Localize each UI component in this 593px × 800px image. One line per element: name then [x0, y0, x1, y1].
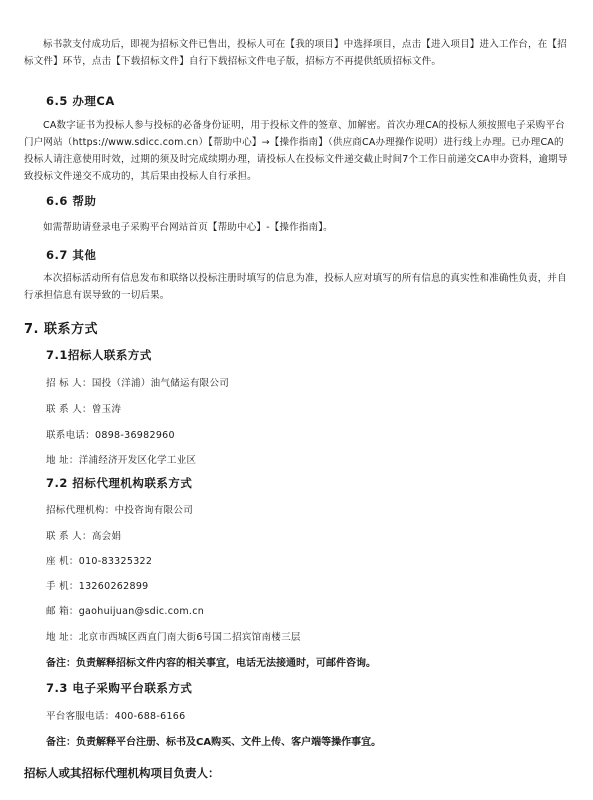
section-7-heading: 7. 联系方式 [24, 322, 99, 337]
section-6-5-heading: 6.5 办理CA [46, 94, 115, 108]
section-6-7-text: 本次招标活动所有信息发布和联络以投标注册时填写的信息为准，投标人应对填写的所有信息的真实性和准确性负责，并自行承担信息有误导致的一切后果。 [24, 273, 567, 301]
agency-note: 备注：负责解释招标文件内容的相关事宜，电话无法接通时，可邮件咨询。 [46, 658, 376, 669]
agency-mobile: 手 机：13260262899 [46, 581, 149, 592]
tenderer-contact: 联 系 人：曾玉涛 [46, 404, 122, 415]
intro-paragraph: 标书款支付成功后，即视为招标文件已售出，投标人可在【我的项目】中选择项目，点击【进入项目】进入工作台，在【招标文件】环节，点击【下载招标文件】自行下载招标文件电子版，招标方不再提供纸质招标文件。 [24, 39, 567, 67]
section-6-6-text: 如需帮助请登录电子采购平台网站首页【帮助中心】-【操作指南】。 [43, 222, 333, 233]
section-7-2-heading: 7.2 招标代理机构联系方式 [46, 476, 193, 490]
tenderer-name: 招 标 人：国投（洋浦）油气储运有限公司 [46, 378, 230, 389]
section-7-1-heading: 7.1招标人联系方式 [46, 348, 152, 362]
agency-address: 地 址：北京市西城区西直门南大街6号国二招宾馆南楼三层 [46, 632, 301, 643]
agency-name: 招标代理机构：中投咨询有限公司 [46, 505, 194, 516]
tenderer-address: 地 址：洋浦经济开发区化学工业区 [46, 455, 197, 466]
tenderer-phone: 联系电话：0898-36982960 [46, 430, 175, 441]
platform-note: 备注：负责解释平台注册、标书及CA购买、文件上传、客户端等操作事宜。 [46, 737, 382, 748]
section-6-5-text: CA数字证书为投标人参与投标的必备身份证明，用于投标文件的签章、加解密。首次办理CA的投标人须按照电子采购平台门户网站（https://www.sdicc.com.cn）【帮助中心】→【操作指南】（供应商CA办理操作说明）进行线上办理。已办理CA的投标人请注意使用时效，过期的须及时完成续期办理，请投标人在投标文件递交截止时间7个工作日前递交CA申办资料，逾期导致投标文件递交不成功的，其后果由投标人自行承担。 [24, 120, 568, 182]
section-6-7-heading: 6.7 其他 [46, 248, 97, 262]
agency-landline: 座 机：010-83325322 [46, 556, 153, 567]
section-7-3-heading: 7.3 电子采购平台联系方式 [46, 681, 193, 695]
agency-contact: 联 系 人：高会娟 [46, 531, 122, 542]
agency-email: 邮 箱：gaohuijuan@sdic.com.cn [46, 606, 205, 617]
platform-hotline: 平台客服电话：400-688-6166 [46, 711, 186, 722]
section-6-6-heading: 6.6 帮助 [46, 194, 97, 208]
closing-signature-line: 招标人或其招标代理机构项目负责人： [24, 766, 220, 780]
